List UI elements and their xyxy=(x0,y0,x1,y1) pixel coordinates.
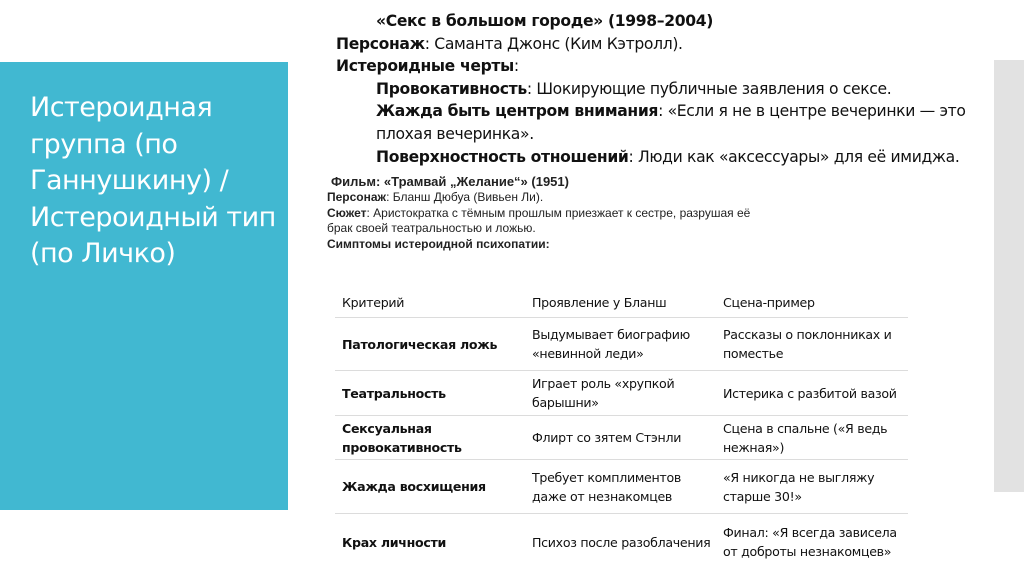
cell-criterion: Патологическая ложь xyxy=(335,318,525,371)
plot-line: Сюжет: Аристократка с тёмным прошлым приезжает к сестре, разрушая её xyxy=(327,205,751,220)
trait-item: Провокативность: Шокирующие публичные заявления о сексе. xyxy=(376,79,892,98)
table-row xyxy=(335,460,908,514)
table-row xyxy=(335,416,908,460)
cell-manifestation: Флирт со зятем Стэнли xyxy=(525,416,716,460)
plot-line-continuation: брак своей театральностью и ложью. xyxy=(327,221,536,235)
cell-scene: Финал: «Я всегда зависела от доброты незнакомцев» xyxy=(723,525,897,559)
cell-manifestation: Психоз после разоблачения xyxy=(532,534,711,550)
section-heading: «Секс в большом городе» (1998–2004) xyxy=(376,12,713,30)
cell-criterion: Крах личности xyxy=(342,534,447,550)
table-row xyxy=(335,318,908,371)
traits-heading: Истероидные черты: xyxy=(336,57,519,76)
cell-manifestation: Требует комплиментов даже от незнакомцев xyxy=(525,460,716,514)
character-line: Персонаж: Бланш Дюбуа (Вивьен Ли). xyxy=(327,190,544,204)
cell-criterion: Жажда восхищения xyxy=(335,460,525,514)
symptoms-heading: Симптомы истероидной психопатии: xyxy=(327,236,550,251)
header-scene: Сцена-пример xyxy=(716,287,908,318)
character-line: Персонаж: Саманта Джонс (Ким Кэтролл). xyxy=(336,34,683,53)
header-criterion: Критерий xyxy=(335,287,525,318)
scrollbar[interactable] xyxy=(994,60,1024,492)
cell-scene: «Я никогда не выгляжу старше 30!» xyxy=(716,460,908,514)
film-heading: Фильм: «Трамвай „Желание“» (1951) xyxy=(331,174,569,189)
table-row xyxy=(335,514,908,571)
cell-scene: Истерика с разбитой вазой xyxy=(716,371,908,416)
table-row xyxy=(335,371,908,416)
table-header-row xyxy=(335,287,908,318)
slide-title: Истероидная группа (по Ганнушкину) / Истероидный тип (по Личко) xyxy=(30,92,276,269)
cell-criterion: Театральность xyxy=(335,371,525,416)
cell-scene: Рассказы о поклонниках и поместье xyxy=(716,318,908,371)
cell-scene: Сцена в спальне («Я ведь нежная») xyxy=(716,416,908,460)
cell-manifestation: Выдумывает биографию «невинной леди» xyxy=(525,318,716,371)
trait-item-continuation: плохая вечеринка». xyxy=(376,124,534,143)
cell-manifestation: Играет роль «хрупкой барышни» xyxy=(525,371,716,416)
trait-item: Жажда быть центром внимания: «Если я не в центре вечеринки — это xyxy=(376,102,966,121)
cell-criterion: Сексуальная провокативность xyxy=(335,416,525,460)
sex-and-the-city-section xyxy=(336,10,966,168)
header-manifestation: Проявление у Бланш xyxy=(525,287,716,318)
symptoms-table xyxy=(335,287,908,570)
title-panel xyxy=(0,62,288,510)
trait-item: Поверхностность отношений: Люди как «аксессуары» для её имиджа. xyxy=(376,147,960,166)
streetcar-section xyxy=(327,174,750,252)
